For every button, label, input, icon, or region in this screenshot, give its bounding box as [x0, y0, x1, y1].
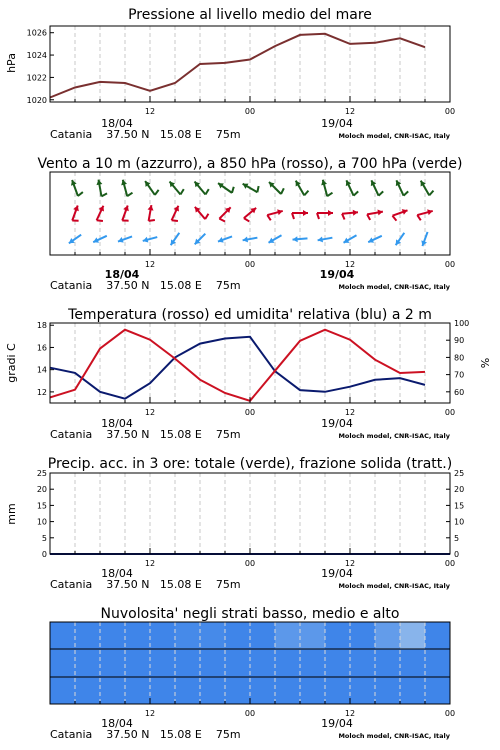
temperature-ylabel: gradi C [5, 343, 18, 383]
cloud-cell [50, 677, 76, 704]
cloud-cell [175, 622, 201, 649]
precip-y2-tick-label: 0 [454, 550, 460, 559]
wind-700-arrow [96, 180, 107, 197]
precip-y2-tick-label: 25 [454, 469, 465, 478]
wind-tick-label: 00 [444, 260, 456, 269]
temperature-title: Temperatura (rosso) ed umidita' relativa (blu) a 2 m [68, 307, 432, 323]
wind-barb [155, 190, 159, 195]
humidity-y2-tick-label: 70 [454, 370, 465, 380]
cloud-cell [200, 677, 226, 704]
pressure-ylabel: hPa [5, 53, 18, 73]
cloud-cell [425, 677, 451, 704]
wind-700-arrow [321, 180, 332, 196]
cloud-date-2: 19/04 [321, 717, 353, 730]
humidity-y-ticks [446, 319, 469, 397]
wind-location: Catania 37.50 N 15.08 E 75m [50, 279, 241, 292]
cloud-cell [100, 677, 126, 704]
precip-y-ticks [37, 469, 54, 559]
wind-barb [304, 191, 308, 196]
cloud-cell [350, 649, 376, 677]
cloud-cell [75, 649, 101, 677]
wind-barb [257, 186, 258, 192]
pressure-credit: Moloch model, CNR-ISAC, Italy [338, 132, 450, 140]
precip-ylabel: mm [5, 503, 18, 525]
cloud-date-1: 18/04 [101, 717, 133, 730]
precip-y-tick-label: 5 [41, 533, 47, 543]
temperature-date-1: 18/04 [101, 417, 133, 430]
temperature-y-tick-label: 16 [36, 343, 47, 353]
cloud-cell [350, 622, 376, 649]
cloud-cell [425, 649, 451, 677]
humidity-y2-tick-label: 100 [454, 319, 470, 328]
wind-barb [404, 191, 409, 195]
precip-credit: Moloch model, CNR-ISAC, Italy [338, 582, 450, 590]
cloud-cell [250, 677, 276, 704]
wind-credit: Moloch model, CNR-ISAC, Italy [338, 283, 450, 291]
wind-barb [281, 188, 284, 194]
cloud-cell [100, 649, 126, 677]
wind-700-arrow [145, 181, 159, 195]
wind-tick-label: 12 [344, 260, 356, 269]
precip-x-ticks [75, 548, 455, 568]
cloud-credit: Moloch model, CNR-ISAC, Italy [338, 732, 450, 740]
cloud-cell [150, 622, 176, 649]
pressure-tick-label: 00 [244, 107, 256, 116]
temperature-y-ticks [37, 321, 54, 397]
precip-y-tick-label: 20 [36, 485, 47, 495]
wind-arrow-head [353, 210, 358, 216]
wind-barb [180, 189, 183, 194]
wind-date-2: 19/04 [319, 268, 355, 281]
temperature-y-tick-label: 12 [36, 387, 47, 397]
wind-barb [232, 187, 234, 193]
precip-tick-label: 12 [344, 559, 356, 568]
wind-barb [219, 219, 225, 222]
temperature-panel [5, 307, 492, 441]
wind-barb [101, 193, 107, 196]
temperature-frame [50, 323, 450, 403]
wind-850-arrow [195, 207, 209, 219]
cloud-cell [350, 677, 376, 704]
cloud-cells [50, 622, 451, 704]
precip-y2-ticks [446, 469, 464, 559]
wind-barb [205, 189, 208, 194]
cloud-cell [50, 622, 76, 649]
precip-date-1: 18/04 [101, 567, 133, 580]
precip-frame [50, 473, 450, 554]
wind-barb [172, 220, 178, 221]
cloud-cell [300, 649, 326, 677]
wind-barb [342, 214, 345, 220]
wind-arrow-head [303, 210, 308, 216]
wind-barb [354, 191, 359, 195]
pressure-date-1: 18/04 [101, 117, 133, 130]
cloud-cell [250, 649, 276, 677]
wind-700-arrow [71, 180, 83, 196]
cloud-cell [125, 622, 151, 649]
wind-tick-label: 12 [144, 260, 156, 269]
wind-850-arrow [72, 205, 79, 220]
wind-850-arrow [97, 206, 104, 221]
precip-y2-tick-label: 20 [454, 485, 465, 495]
cloud-cell [275, 622, 301, 649]
cloud-cell [75, 677, 101, 704]
pressure-tick-label: 12 [344, 107, 356, 116]
wind-arrow-head [328, 210, 333, 216]
cloud-cell [100, 622, 126, 649]
cloud-cell [275, 677, 301, 704]
pressure-y-tick-label: 1026 [26, 28, 47, 38]
pressure-date-2: 19/04 [321, 117, 353, 130]
wind-700-arrow [371, 180, 383, 195]
precip-grid [75, 473, 425, 554]
temperature-tick-label: 00 [244, 408, 256, 417]
cloud-cell [150, 649, 176, 677]
precip-tick-label: 00 [244, 559, 256, 568]
wind-850-arrow [148, 205, 155, 221]
wind-title: Vento a 10 m (azzurro), a 850 hPa (rosso), a 700 hPa (verde) [37, 156, 463, 172]
pressure-tick-label: 12 [144, 107, 156, 116]
cloud-cell [75, 622, 101, 649]
cloud-cell [125, 649, 151, 677]
precip-y-tick-label: 15 [36, 501, 47, 511]
cloud-tick-label: 00 [244, 709, 256, 718]
pressure-y-tick-label: 1022 [26, 73, 47, 83]
wind-700-arrow [421, 181, 434, 196]
precip-tick-label: 12 [144, 559, 156, 568]
humidity-ylabel: % [479, 357, 492, 369]
precip-y2-tick-label: 5 [454, 533, 460, 543]
cloud-cell [325, 622, 351, 649]
wind-700-arrow [195, 181, 209, 194]
wind-barb [367, 214, 370, 220]
cloud-title: Nuvolosita' negli strati basso, medio e alto [100, 606, 400, 622]
cloud-cell [300, 677, 326, 704]
temperature-date-2: 19/04 [321, 417, 353, 430]
cloud-cell [375, 622, 401, 649]
precip-y2-tick-label: 15 [454, 501, 465, 511]
cloud-cell [175, 677, 201, 704]
cloud-cell [400, 649, 426, 677]
humidity-y2-tick-label: 60 [454, 387, 465, 397]
wind-tick-label: 00 [244, 260, 256, 269]
wind-700-arrow [296, 181, 309, 196]
wind-barb [267, 215, 270, 220]
cloud-cell [200, 649, 226, 677]
precip-title: Precip. acc. in 3 ore: totale (verde), frazione solida (tratt.) [47, 456, 453, 472]
wind-barb [78, 192, 83, 196]
temperature-x-ticks [75, 397, 455, 417]
wind-850-arrow [122, 205, 129, 220]
precip-y-tick-label: 10 [36, 517, 47, 527]
wind-barb [149, 220, 155, 221]
pressure-panel [5, 7, 455, 141]
temperature-line [50, 330, 425, 401]
cloud-panel [50, 606, 455, 741]
wind-barb [327, 193, 332, 196]
cloud-cell [400, 622, 426, 649]
temperature-location: Catania 37.50 N 15.08 E 75m [50, 428, 241, 441]
wind-700-arrow [269, 182, 284, 194]
wind-700-arrow [218, 183, 234, 193]
wind-x-ticks [75, 249, 455, 269]
pressure-location: Catania 37.50 N 15.08 E 75m [50, 128, 241, 141]
wind-barb [97, 220, 103, 221]
cloud-cell [225, 649, 251, 677]
temperature-y-tick-label: 18 [36, 321, 47, 331]
wind-850-arrow [172, 206, 179, 221]
cloud-cell [375, 649, 401, 677]
temperature-tick-label: 12 [344, 408, 356, 417]
wind-panel [37, 156, 462, 292]
wind-barb [244, 218, 249, 221]
humidity-y2-tick-label: 90 [454, 336, 465, 346]
pressure-grid [75, 26, 425, 102]
wind-700-arrow [170, 181, 184, 194]
temperature-tick-label: 12 [144, 408, 156, 417]
wind-10m-arrow [421, 232, 427, 246]
pressure-line [50, 34, 425, 98]
cloud-cell [300, 622, 326, 649]
wind-barb [127, 193, 132, 196]
wind-barb [417, 215, 420, 220]
humidity-y2-tick-label: 80 [454, 353, 465, 363]
humidity-line [50, 337, 425, 399]
wind-barb [392, 216, 396, 221]
wind-700-arrow [243, 184, 259, 193]
pressure-x-ticks [75, 96, 455, 116]
temperature-y-tick-label: 14 [36, 365, 47, 375]
cloud-cell [375, 677, 401, 704]
cloud-location: Catania 37.50 N 15.08 E 75m [50, 728, 241, 741]
precip-location: Catania 37.50 N 15.08 E 75m [50, 578, 241, 591]
precip-y-tick-label: 25 [36, 469, 47, 478]
precip-date-2: 19/04 [321, 567, 353, 580]
wind-arrow-head [293, 236, 298, 242]
wind-700-arrow [396, 180, 408, 195]
cloud-cell [425, 622, 451, 649]
cloud-cell [250, 622, 276, 649]
cloud-cell [50, 649, 76, 677]
cloud-cell [325, 677, 351, 704]
wind-barbs [69, 180, 434, 246]
pressure-y-tick-label: 1024 [26, 51, 47, 61]
cloud-tick-label: 12 [144, 709, 156, 718]
wind-barb [205, 214, 208, 219]
precip-tick-label: 00 [444, 559, 456, 568]
pressure-tick-label: 00 [444, 107, 456, 116]
cloud-cell [275, 649, 301, 677]
precip-y-tick-label: 0 [41, 550, 47, 559]
wind-barb [379, 191, 384, 195]
wind-700-arrow [121, 180, 132, 196]
cloud-cell [150, 677, 176, 704]
cloud-cell [325, 649, 351, 677]
pressure-y-tick-label: 1020 [26, 95, 47, 105]
precip-panel [5, 456, 464, 591]
cloud-tick-label: 00 [444, 709, 456, 718]
temperature-grid [75, 323, 425, 403]
cloud-cell [175, 649, 201, 677]
cloud-cell [225, 677, 251, 704]
pressure-title: Pressione al livello medio del mare [128, 7, 372, 23]
wind-barb [429, 191, 433, 196]
wind-date-1: 18/04 [104, 268, 140, 281]
cloud-tick-label: 12 [344, 709, 356, 718]
wind-700-arrow [346, 180, 358, 195]
temperature-credit: Moloch model, CNR-ISAC, Italy [338, 432, 450, 440]
cloud-cell [200, 622, 226, 649]
cloud-cell [225, 622, 251, 649]
cloud-cell [400, 677, 426, 704]
precip-y2-tick-label: 10 [454, 517, 465, 527]
temperature-tick-label: 00 [444, 408, 456, 417]
cloud-cell [125, 677, 151, 704]
